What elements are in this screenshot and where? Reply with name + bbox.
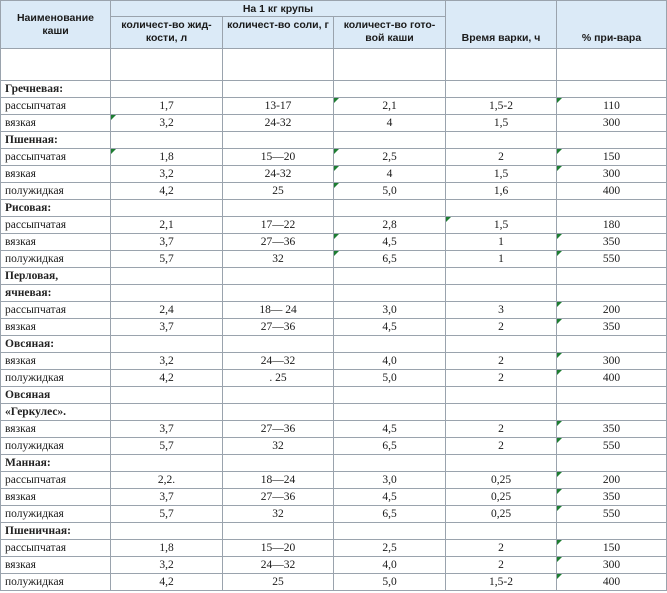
table-row [1, 115, 667, 132]
empty-cell [334, 523, 446, 540]
empty-cell [557, 455, 667, 472]
liquid-cell: 3,7 [111, 319, 223, 336]
porridge-variant: рассыпчатая [1, 472, 111, 489]
porridge-cell: 4,5 [334, 319, 446, 336]
table-row [1, 421, 667, 438]
liquid-cell: 5,7 [111, 438, 223, 455]
porridge-cell: 4 [334, 115, 446, 132]
table-row [1, 489, 667, 506]
empty-cell [334, 200, 446, 217]
header-per-kg-group: На 1 кг крупы [111, 1, 446, 17]
liquid-cell: 3,7 [111, 421, 223, 438]
group-name: Манная: [1, 455, 111, 472]
empty-cell [557, 132, 667, 149]
liquid-cell: 3,2 [111, 353, 223, 370]
empty-cell [223, 268, 334, 285]
group-row [1, 285, 667, 302]
empty-cell [223, 404, 334, 421]
table-row [1, 472, 667, 489]
salt-cell: 27—36 [223, 234, 334, 251]
yield-cell: 400 [557, 370, 667, 387]
empty-cell [446, 404, 557, 421]
empty-cell [111, 455, 223, 472]
porridge-variant: рассыпчатая [1, 302, 111, 319]
group-row [1, 49, 667, 81]
liquid-cell: 1,8 [111, 540, 223, 557]
time-cell: 2 [446, 557, 557, 574]
table-row [1, 166, 667, 183]
empty-cell [557, 336, 667, 353]
empty-cell [223, 200, 334, 217]
empty-cell [111, 268, 223, 285]
empty-cell [557, 285, 667, 302]
empty-cell [446, 200, 557, 217]
porridge-variant: полужидкая [1, 506, 111, 523]
liquid-cell: 3,7 [111, 489, 223, 506]
porridge-variant: вязкая [1, 234, 111, 251]
empty-cell [334, 455, 446, 472]
empty-cell [223, 336, 334, 353]
empty-cell [557, 81, 667, 98]
salt-cell: 27—36 [223, 489, 334, 506]
header-salt-amount: количест-во соли, г [223, 17, 334, 49]
salt-cell: 32 [223, 438, 334, 455]
time-cell: 1 [446, 234, 557, 251]
empty-cell [557, 268, 667, 285]
salt-cell: . 25 [223, 370, 334, 387]
group-row [1, 523, 667, 540]
liquid-cell: 5,7 [111, 506, 223, 523]
empty-cell [111, 523, 223, 540]
salt-cell: 15—20 [223, 149, 334, 166]
table-body [1, 49, 667, 591]
time-cell: 0,25 [446, 506, 557, 523]
empty-cell [446, 285, 557, 302]
empty-cell [334, 132, 446, 149]
liquid-cell: 3,2 [111, 557, 223, 574]
salt-cell: 27—36 [223, 421, 334, 438]
yield-cell: 300 [557, 557, 667, 574]
empty-cell [111, 132, 223, 149]
time-cell: 0,25 [446, 489, 557, 506]
empty-cell [446, 268, 557, 285]
yield-cell: 300 [557, 115, 667, 132]
yield-cell: 400 [557, 183, 667, 200]
porridge-cell: 6,5 [334, 438, 446, 455]
group-row [1, 81, 667, 98]
salt-cell: 18— 24 [223, 302, 334, 319]
porridge-cell: 4,0 [334, 557, 446, 574]
yield-cell: 350 [557, 234, 667, 251]
empty-cell [111, 285, 223, 302]
salt-cell: 25 [223, 183, 334, 200]
time-cell: 1 [446, 251, 557, 268]
group-row [1, 268, 667, 285]
table-row [1, 183, 667, 200]
salt-cell: 18—24 [223, 472, 334, 489]
empty-cell [446, 455, 557, 472]
porridge-variant: вязкая [1, 421, 111, 438]
time-cell: 2 [446, 319, 557, 336]
group-row [1, 200, 667, 217]
empty-cell [334, 81, 446, 98]
empty-cell [223, 132, 334, 149]
porridge-cell: 5,0 [334, 183, 446, 200]
time-cell: 1,5-2 [446, 574, 557, 591]
yield-cell: 550 [557, 251, 667, 268]
time-cell: 3 [446, 302, 557, 319]
group-name: Пшеничная: [1, 523, 111, 540]
group-name: Овсяная [1, 387, 111, 404]
yield-cell: 150 [557, 149, 667, 166]
yield-cell: 350 [557, 489, 667, 506]
porridge-cell: 4,5 [334, 421, 446, 438]
salt-cell: 15—20 [223, 540, 334, 557]
empty-cell [446, 132, 557, 149]
porridge-cell: 4,5 [334, 489, 446, 506]
time-cell: 2 [446, 540, 557, 557]
empty-cell [446, 81, 557, 98]
group-row [1, 387, 667, 404]
empty-cell [446, 336, 557, 353]
porridge-variant: вязкая [1, 319, 111, 336]
porridge-variant: рассыпчатая [1, 149, 111, 166]
liquid-cell: 4,2 [111, 574, 223, 591]
liquid-cell: 3,2 [111, 115, 223, 132]
salt-cell: 24—32 [223, 557, 334, 574]
porridge-variant: полужидкая [1, 370, 111, 387]
liquid-cell: 4,2 [111, 370, 223, 387]
group-row [1, 132, 667, 149]
porridge-variant: вязкая [1, 489, 111, 506]
empty-cell [446, 49, 557, 81]
porridge-variant: полужидкая [1, 438, 111, 455]
porridge-cell: 6,5 [334, 251, 446, 268]
salt-cell: 17—22 [223, 217, 334, 234]
group-row [1, 404, 667, 421]
group-name: Гречневая: [1, 81, 111, 98]
table-row [1, 506, 667, 523]
liquid-cell: 3,2 [111, 166, 223, 183]
porridge-cell: 2,1 [334, 98, 446, 115]
empty-cell [111, 81, 223, 98]
table-row [1, 557, 667, 574]
group-name [1, 49, 111, 81]
porridge-cell: 5,0 [334, 574, 446, 591]
salt-cell: 27—36 [223, 319, 334, 336]
header-cooking-time: Время варки, ч [446, 1, 557, 49]
porridge-variant: рассыпчатая [1, 540, 111, 557]
porridge-variant: рассыпчатая [1, 98, 111, 115]
table-row [1, 98, 667, 115]
empty-cell [223, 455, 334, 472]
empty-cell [557, 387, 667, 404]
table-row [1, 319, 667, 336]
porridge-cell: 4,0 [334, 353, 446, 370]
salt-cell: 13-17 [223, 98, 334, 115]
yield-cell: 200 [557, 302, 667, 319]
empty-cell [223, 387, 334, 404]
header-porridge-amount: количест-во гото-вой каши [334, 17, 446, 49]
porridge-cell: 4,5 [334, 234, 446, 251]
yield-cell: 550 [557, 438, 667, 455]
empty-cell [334, 268, 446, 285]
time-cell: 1,5 [446, 115, 557, 132]
porridge-variant: полужидкая [1, 251, 111, 268]
empty-cell [334, 387, 446, 404]
porridge-cell: 3,0 [334, 472, 446, 489]
group-name: ячневая: [1, 285, 111, 302]
yield-cell: 550 [557, 506, 667, 523]
salt-cell: 24-32 [223, 166, 334, 183]
porridge-cell: 3,0 [334, 302, 446, 319]
empty-cell [223, 49, 334, 81]
time-cell: 1,5 [446, 217, 557, 234]
time-cell: 1,5-2 [446, 98, 557, 115]
empty-cell [334, 404, 446, 421]
time-cell: 1,6 [446, 183, 557, 200]
time-cell: 2 [446, 149, 557, 166]
liquid-cell: 5,7 [111, 251, 223, 268]
group-row [1, 336, 667, 353]
liquid-cell: 2,2. [111, 472, 223, 489]
group-name: Овсяная: [1, 336, 111, 353]
yield-cell: 300 [557, 353, 667, 370]
empty-cell [111, 404, 223, 421]
group-row [1, 455, 667, 472]
table-row [1, 438, 667, 455]
salt-cell: 24-32 [223, 115, 334, 132]
group-name: «Геркулес». [1, 404, 111, 421]
time-cell: 2 [446, 438, 557, 455]
porridge-variant: вязкая [1, 353, 111, 370]
liquid-cell: 2,4 [111, 302, 223, 319]
table-row [1, 302, 667, 319]
time-cell: 2 [446, 370, 557, 387]
table-row [1, 574, 667, 591]
table-row [1, 149, 667, 166]
yield-cell: 200 [557, 472, 667, 489]
liquid-cell: 1,7 [111, 98, 223, 115]
yield-cell: 350 [557, 319, 667, 336]
porridge-variant: вязкая [1, 557, 111, 574]
yield-cell: 400 [557, 574, 667, 591]
empty-cell [223, 285, 334, 302]
porridge-variant: полужидкая [1, 183, 111, 200]
empty-cell [111, 49, 223, 81]
table-row [1, 234, 667, 251]
yield-cell: 150 [557, 540, 667, 557]
table-row [1, 251, 667, 268]
header-porridge-name: Наименование каши [1, 1, 111, 49]
yield-cell: 350 [557, 421, 667, 438]
empty-cell [557, 49, 667, 81]
liquid-cell: 1,8 [111, 149, 223, 166]
empty-cell [446, 387, 557, 404]
empty-cell [111, 200, 223, 217]
empty-cell [223, 523, 334, 540]
porridge-cell: 6,5 [334, 506, 446, 523]
porridge-variant: вязкая [1, 115, 111, 132]
empty-cell [334, 285, 446, 302]
liquid-cell: 3,7 [111, 234, 223, 251]
porridge-cell: 2,5 [334, 149, 446, 166]
empty-cell [334, 336, 446, 353]
empty-cell [446, 523, 557, 540]
table-row [1, 370, 667, 387]
porridge-cell: 5,0 [334, 370, 446, 387]
empty-cell [223, 81, 334, 98]
header-liquid-amount: количест-во жид-кости, л [111, 17, 223, 49]
empty-cell [557, 404, 667, 421]
empty-cell [111, 336, 223, 353]
empty-cell [557, 200, 667, 217]
table-row [1, 353, 667, 370]
group-name: Рисовая: [1, 200, 111, 217]
porridge-variant: полужидкая [1, 574, 111, 591]
time-cell: 0,25 [446, 472, 557, 489]
porridge-variant: вязкая [1, 166, 111, 183]
table-row [1, 540, 667, 557]
group-name: Перловая, [1, 268, 111, 285]
time-cell: 1,5 [446, 166, 557, 183]
empty-cell [557, 523, 667, 540]
yield-cell: 180 [557, 217, 667, 234]
liquid-cell: 2,1 [111, 217, 223, 234]
salt-cell: 32 [223, 506, 334, 523]
porridge-variant: рассыпчатая [1, 217, 111, 234]
table-row [1, 217, 667, 234]
porridge-cell: 4 [334, 166, 446, 183]
header-yield-percent: % при-вара [557, 1, 667, 49]
yield-cell: 300 [557, 166, 667, 183]
empty-cell [334, 49, 446, 81]
time-cell: 2 [446, 353, 557, 370]
salt-cell: 24—32 [223, 353, 334, 370]
liquid-cell: 4,2 [111, 183, 223, 200]
salt-cell: 32 [223, 251, 334, 268]
yield-cell: 110 [557, 98, 667, 115]
porridge-cell: 2,8 [334, 217, 446, 234]
salt-cell: 25 [223, 574, 334, 591]
time-cell: 2 [446, 421, 557, 438]
porridge-cell: 2,5 [334, 540, 446, 557]
empty-cell [111, 387, 223, 404]
group-name: Пшенная: [1, 132, 111, 149]
